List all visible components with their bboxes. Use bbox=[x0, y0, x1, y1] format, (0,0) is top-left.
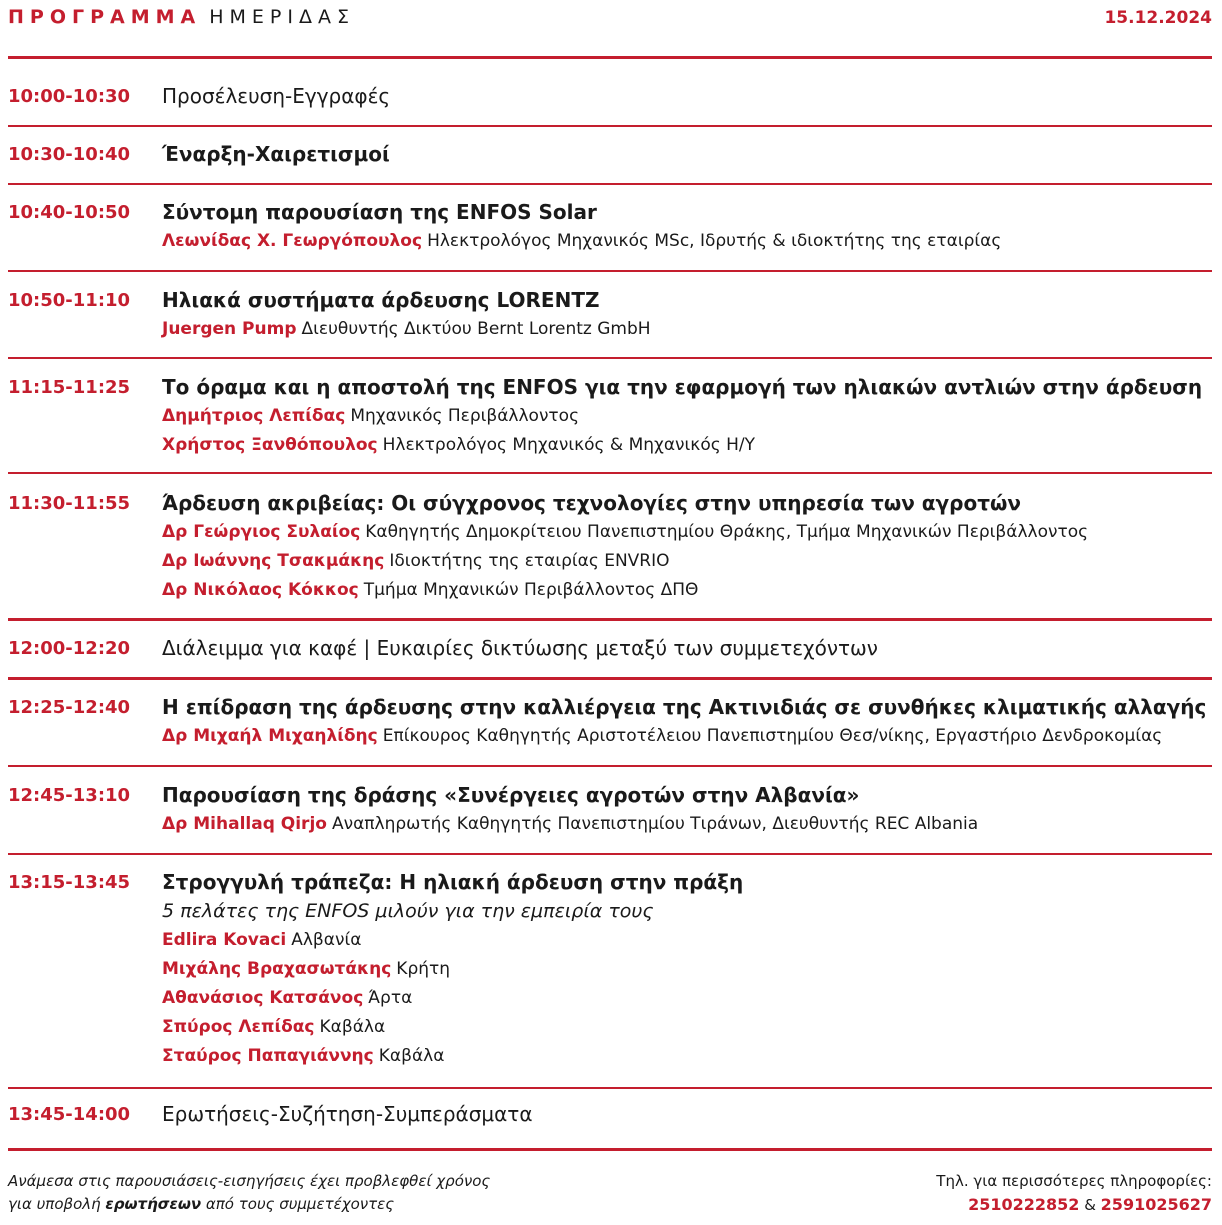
speaker bbox=[162, 955, 1217, 984]
note-pre: για υποβολή bbox=[8, 1195, 101, 1213]
session-title: Διάλειμμα για καφέ | Ευκαιρίες δικτύωσης μεταξύ των συμμετεχόντων bbox=[162, 636, 878, 660]
speaker bbox=[162, 1013, 1217, 1042]
session-time: 11:30-11:55 bbox=[8, 493, 131, 514]
session-title: Το όραμα και η αποστολή της ENFOS για την εφαρμογή των ηλιακών αντλιών στην άρδευση bbox=[162, 375, 1203, 399]
speaker-role: Ηλεκτρολόγος Μηχανικός & Μηχανικός Η/Υ bbox=[382, 435, 755, 455]
speaker-role: Μηχανικός Περιβάλλοντος bbox=[350, 406, 580, 426]
speaker-name: Δρ Νικόλαος Κόκκος bbox=[162, 580, 359, 600]
divider bbox=[8, 357, 1212, 359]
divider bbox=[8, 270, 1212, 272]
title-light: ΗΜΕΡΙΔΑΣ bbox=[209, 6, 355, 28]
session-title: Παρουσίαση της δράσης «Συνέργειες αγροτών στην Αλβανία» bbox=[162, 783, 860, 807]
session-title: Έναρξη-Χαιρετισμοί bbox=[162, 142, 390, 166]
speaker bbox=[162, 547, 1217, 576]
speaker bbox=[162, 402, 1217, 431]
speaker-name: Δρ Mihallaq Qirjo bbox=[162, 814, 327, 834]
divider bbox=[8, 618, 1212, 621]
session-title: Ερωτήσεις-Συζήτηση-Συμπεράσματα bbox=[162, 1102, 533, 1126]
speaker-role: Αλβανία bbox=[291, 930, 362, 950]
session-time: 12:25-12:40 bbox=[8, 697, 131, 718]
speaker bbox=[162, 926, 1217, 955]
session-subtitle: 5 πελάτες της ENFOS μιλούν για την εμπειρία τους bbox=[162, 900, 654, 922]
speaker-role: Τμήμα Μηχανικών Περιβάλλοντος ΔΠΘ bbox=[363, 580, 699, 600]
speaker-role: Καβάλα bbox=[378, 1046, 445, 1066]
speaker bbox=[162, 227, 1217, 256]
divider bbox=[8, 472, 1212, 474]
page-title bbox=[8, 6, 355, 28]
speaker-name: Χρήστος Ξανθόπουλος bbox=[162, 435, 378, 455]
session-title: Σύντομη παρουσίαση της ENFOS Solar bbox=[162, 200, 597, 224]
speaker-role: Άρτα bbox=[368, 988, 413, 1008]
divider bbox=[8, 125, 1212, 127]
speaker bbox=[162, 431, 1217, 460]
speaker-name: Σταύρος Παπαγιάννης bbox=[162, 1046, 374, 1066]
speaker-name: Λεωνίδας Χ. Γεωργόπουλος bbox=[162, 231, 423, 251]
speaker bbox=[162, 518, 1217, 547]
footer-note bbox=[8, 1170, 490, 1216]
note-bold: ερωτήσεων bbox=[105, 1195, 202, 1213]
title-bold: ΠΡΟΓΡΑΜΜΑ bbox=[8, 6, 202, 28]
speaker bbox=[162, 722, 1217, 751]
phone-separator: & bbox=[1084, 1196, 1096, 1214]
session-time: 11:15-11:25 bbox=[8, 377, 131, 398]
session-time: 10:50-11:10 bbox=[8, 290, 131, 311]
speaker-name: Δρ Γεώργιος Συλαίος bbox=[162, 522, 361, 542]
divider bbox=[8, 677, 1212, 680]
phone-1[interactable]: 2510222852 bbox=[968, 1195, 1080, 1214]
session-title: Ηλιακά συστήματα άρδευσης LORENTZ bbox=[162, 288, 600, 312]
contact-phones bbox=[936, 1193, 1212, 1217]
session-title: Προσέλευση-Εγγραφές bbox=[162, 84, 391, 108]
divider bbox=[8, 56, 1212, 59]
speaker-name: Edlira Kovaci bbox=[162, 930, 287, 950]
divider bbox=[8, 853, 1212, 855]
speaker bbox=[162, 1042, 1217, 1071]
speaker bbox=[162, 576, 1217, 605]
session-title: Άρδευση ακριβείας: Οι σύγχρονος τεχνολογίες στην υπηρεσία των αγροτών bbox=[162, 491, 1021, 515]
note-line-1: Ανάμεσα στις παρουσιάσεις-εισηγήσεις έχει προβλεφθεί χρόνος bbox=[8, 1172, 491, 1190]
speaker-name: Δρ Ιωάννης Τσακμάκης bbox=[162, 551, 385, 571]
speaker-name: Juergen Pump bbox=[162, 319, 297, 339]
divider bbox=[8, 1148, 1212, 1151]
session-time: 12:00-12:20 bbox=[8, 638, 131, 659]
session-time: 12:45-13:10 bbox=[8, 785, 131, 806]
speaker-role: Επίκουρος Καθηγητής Αριστοτέλειου Πανεπιστημίου Θεσ/νίκης, Εργαστήριο Δενδροκομίας bbox=[382, 726, 1163, 746]
note-post: από τους συμμετέχοντες bbox=[205, 1195, 395, 1213]
event-date: 15.12.2024 bbox=[1104, 8, 1212, 28]
speaker-role: Κρήτη bbox=[396, 959, 451, 979]
page-footer bbox=[8, 1170, 1212, 1220]
speaker-role: Ιδιοκτήτης της εταιρίας ENVRIO bbox=[389, 551, 670, 571]
speaker-role: Διευθυντής Δικτύου Bernt Lorentz GmbH bbox=[301, 319, 651, 339]
speaker-name: Αθανάσιος Κατσάνος bbox=[162, 988, 364, 1008]
speaker-role: Καθηγητής Δημοκρίτειου Πανεπιστημίου Θράκης, Τμήμα Μηχανικών Περιβάλλοντος bbox=[365, 522, 1089, 542]
speaker-name: Δημήτριος Λεπίδας bbox=[162, 406, 346, 426]
divider bbox=[8, 765, 1212, 767]
session-time: 13:15-13:45 bbox=[8, 872, 131, 893]
session-title: Στρογγυλή τράπεζα: Η ηλιακή άρδευση στην πράξη bbox=[162, 870, 744, 894]
session-time: 10:40-10:50 bbox=[8, 202, 131, 223]
divider bbox=[8, 183, 1212, 185]
contact-info bbox=[936, 1170, 1212, 1217]
session-time: 10:30-10:40 bbox=[8, 144, 131, 165]
speaker-name: Σπύρος Λεπίδας bbox=[162, 1017, 315, 1037]
divider bbox=[8, 1087, 1212, 1089]
session-time: 10:00-10:30 bbox=[8, 86, 131, 107]
speaker-name: Δρ Μιχαήλ Μιχαηλίδης bbox=[162, 726, 378, 746]
speaker-role: Καβάλα bbox=[319, 1017, 386, 1037]
phone-2[interactable]: 2591025627 bbox=[1100, 1195, 1212, 1214]
note-line-2 bbox=[8, 1193, 490, 1216]
speaker-role: Αναπληρωτής Καθηγητής Πανεπιστημίου Τιράνων, Διευθυντής REC Albania bbox=[331, 814, 979, 834]
speaker bbox=[162, 315, 1217, 344]
speaker-name: Μιχάλης Βραχασωτάκης bbox=[162, 959, 392, 979]
session-time: 13:45-14:00 bbox=[8, 1104, 131, 1125]
speaker bbox=[162, 984, 1217, 1013]
contact-label: Τηλ. για περισσότερες πληροφορίες: bbox=[936, 1172, 1212, 1190]
speaker-role: Ηλεκτρολόγος Μηχανικός MSc, Ιδρυτής & ιδιοκτήτης της εταιρίας bbox=[427, 231, 1002, 251]
speaker bbox=[162, 810, 1217, 839]
page-header bbox=[8, 6, 1212, 36]
session-title: Η επίδραση της άρδευσης στην καλλιέργεια της Ακτινιδιάς σε συνθήκες κλιματικής αλλαγής bbox=[162, 695, 1207, 719]
